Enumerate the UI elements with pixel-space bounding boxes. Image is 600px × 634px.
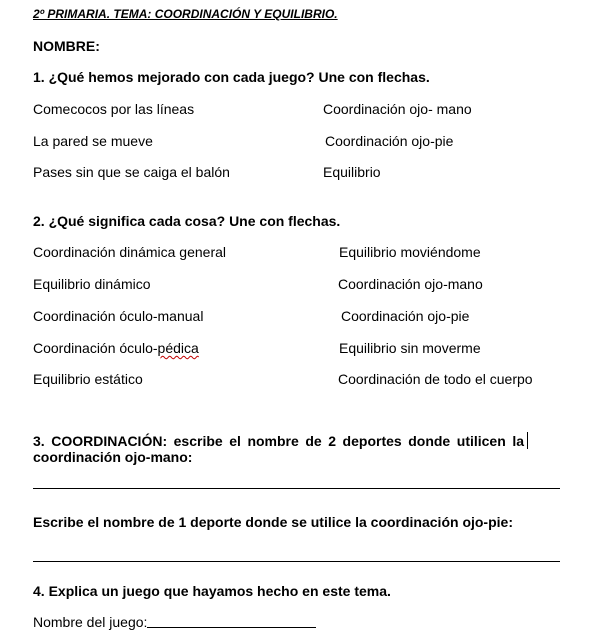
q2-left-item-4 bbox=[33, 340, 199, 356]
q2-left-item-5: Equilibrio estático bbox=[33, 371, 143, 387]
name-label: NOMBRE: bbox=[33, 38, 100, 54]
question-3: 3. COORDINACIÓN: escribe el nombre de 2 deportes donde utilicen la coordinación ojo-mano: bbox=[33, 433, 524, 465]
q2-right-item-3: Coordinación ojo-pie bbox=[341, 308, 470, 324]
q1-left-item-3: Pases sin que se caiga el balón bbox=[33, 164, 230, 180]
question-3-sub: Escribe el nombre de 1 deporte donde se utilice la coordinación ojo-pie: bbox=[33, 514, 513, 530]
q2-left-item-1: Coordinación dinámica general bbox=[33, 244, 227, 260]
q2-left-item-4-text: Coordinación óculo- bbox=[33, 340, 158, 356]
question-4: 4. Explica un juego que hayamos hecho en este tema. bbox=[33, 583, 391, 599]
answer-line-q3[interactable] bbox=[33, 488, 560, 489]
q1-right-item-3: Equilibrio bbox=[323, 164, 381, 180]
q1-right-item-2: Coordinación ojo-pie bbox=[325, 133, 454, 149]
answer-line-q3-sub[interactable] bbox=[33, 561, 560, 562]
q2-left-item-2: Equilibrio dinámico bbox=[33, 276, 151, 292]
q2-right-item-4: Equilibrio sin moverme bbox=[339, 340, 481, 356]
game-name-label: Nombre del juego: bbox=[33, 614, 148, 630]
q2-right-item-1: Equilibrio moviéndome bbox=[339, 244, 481, 260]
worksheet-title: 2º PRIMARIA. TEMA: COORDINACIÓN Y EQUILIBRIO. bbox=[33, 7, 338, 21]
q1-left-item-2: La pared se mueve bbox=[33, 133, 153, 149]
q1-left-item-1: Comecocos por las líneas bbox=[33, 101, 195, 117]
question-2: 2. ¿Qué significa cada cosa? Une con flechas. bbox=[33, 213, 341, 229]
q1-right-item-1: Coordinación ojo- mano bbox=[323, 101, 472, 117]
q2-right-item-2: Coordinación ojo-mano bbox=[338, 276, 483, 292]
q2-left-item-3: Coordinación óculo-manual bbox=[33, 308, 204, 324]
game-name-line[interactable] bbox=[147, 627, 316, 628]
question-1: 1. ¿Qué hemos mejorado con cada juego? Une con flechas. bbox=[33, 69, 430, 85]
q2-right-item-5: Coordinación de todo el cuerpo bbox=[338, 371, 533, 387]
spelling-error-word: pédica bbox=[157, 340, 199, 356]
text-cursor bbox=[527, 432, 528, 449]
